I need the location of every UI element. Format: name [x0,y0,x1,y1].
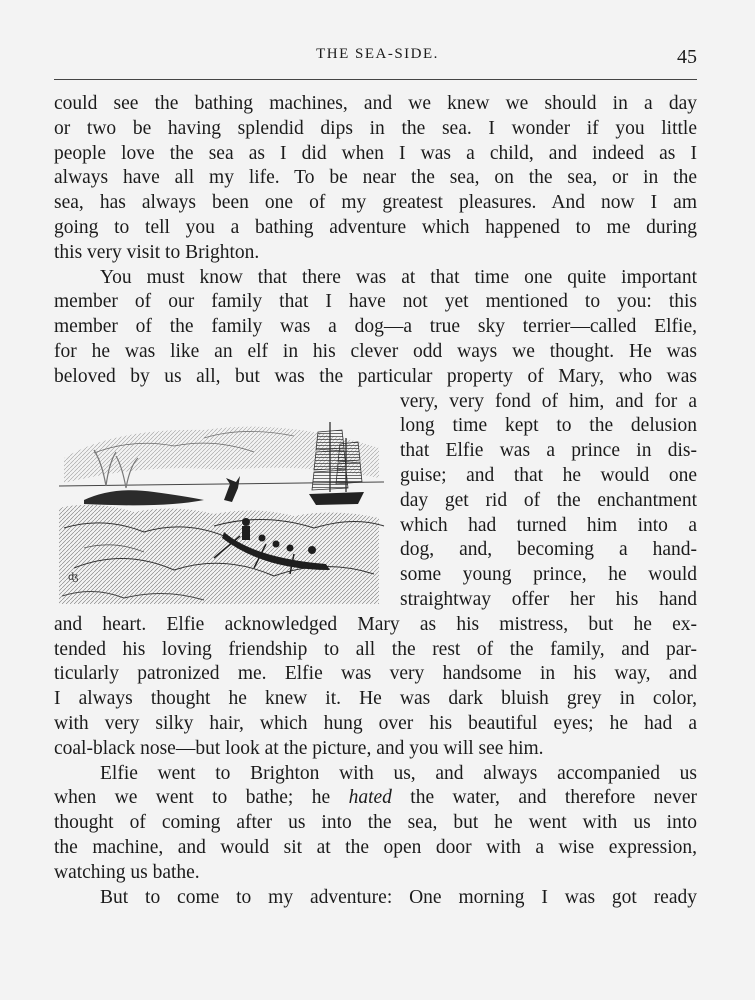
text-line: always have all my life. To be near the sea, on the sea, or in the [54,167,697,189]
text-line: dog, and, becoming a hand- [400,539,697,561]
text-line: going to tell you a bathing adventure which happened to me during [54,216,697,238]
text-line: this very visit to Brighton. [54,241,260,263]
text-line: long time kept to the delusion [400,415,697,437]
text-line: member of the family was a dog—a true sky terrier—called Elfie, [54,316,697,338]
text-line: coal-black nose—but look at the picture, and you will see him. [54,737,544,759]
text-line: for he was like an elf in his clever odd ways we thought. He was [54,340,697,362]
text-line: You must know that there was at that time one quite important [100,266,697,288]
text-line: guise; and that he would one [400,464,697,486]
text-line: could see the bathing machines, and we knew we should in a day [54,93,697,114]
header-rule [54,79,697,80]
text-line: member of our family that I have not yet mentioned to you: this [54,291,697,313]
page-number: 45 [677,46,697,68]
text-line: thought of coming after us into the sea, but he went with us into [54,812,697,834]
text-line: But to come to my adventure: One morning I was got ready [100,886,697,908]
text-line: tended his loving friendship to all the rest of the family, and par- [54,638,697,660]
whaling-scene-illustration [54,408,388,604]
text-line: straightway offer her his hand [400,588,697,610]
text-line [54,786,697,811]
text-line: or two be having splendid dips in the sea. I wonder if you little [54,117,697,139]
engraver-mark: ʤ [68,572,79,583]
text-run: the water, and therefore never [391,787,697,809]
text-line: which had turned him into a [400,514,697,536]
text-line: people love the sea as I did when I was a child, and indeed as I [54,142,697,164]
text-line: Elfie went to Brighton with us, and always accompanied us [100,762,697,784]
text-run: when we went to bathe; he [54,787,349,809]
text-line: I always thought he knew it. He was dark bluish grey in color, [54,688,697,710]
text-line: the machine, and would sit at the open door with a wise expression, [54,836,697,858]
text-line: watching us bathe. [54,861,200,883]
text-line: and heart. Elfie acknowledged Mary as his mistress, but he ex- [54,613,697,635]
text-line: beloved by us all, but was the particular property of Mary, who was [54,365,697,387]
text-line: day get rid of the enchantment [400,489,697,511]
text-line: that Elfie was a prince in dis- [400,440,697,462]
text-line: with very silky hair, which hung over his beautiful eyes; he had a [54,712,697,734]
running-head: THE SEA-SIDE. [316,46,439,62]
emphasis-hated: hated [348,787,392,809]
text-line: some young prince, he would [400,564,697,586]
text-line: ticularly patronized me. Elfie was very handsome in his way, and [54,663,697,685]
text-line: sea, has always been one of my greatest pleasures. And now I am [54,192,697,214]
text-line: very, very fond of him, and for a [400,390,697,412]
